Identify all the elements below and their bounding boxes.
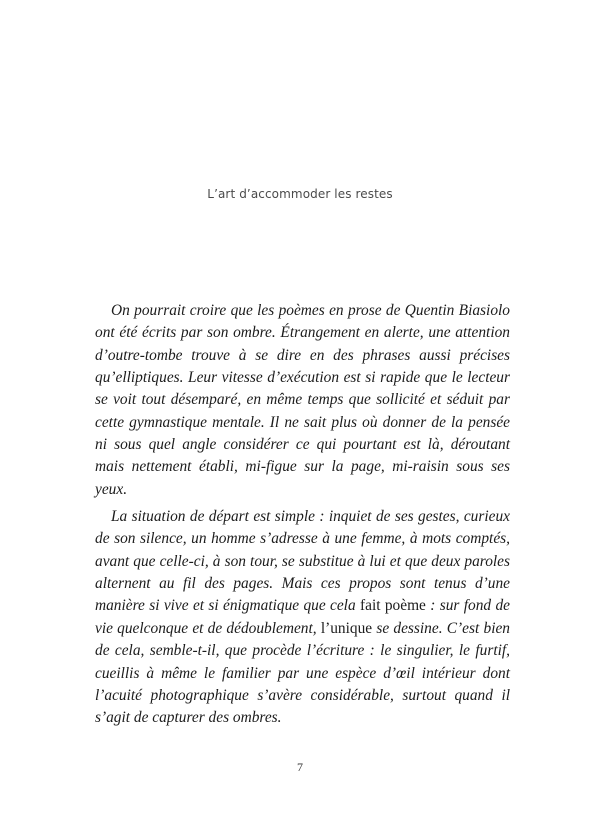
page-number: 7 (297, 760, 303, 774)
paragraph-2 (95, 506, 510, 729)
paragraph-1: On pourrait croire que les poèmes en prose de Quentin Biasiolo ont été écrits par son ombre. Étrangement en alerte, une attention d’outre-tombe trouve à se dire en des phrases aussi précises qu’elliptiques. Leur vitesse d’exécution est si rapide que le lecteur se voit tout désemparé, en même temps que sollicité et séduit par cette gymnastique mentale. Il ne sait plus où donner de la pensée ni sous quel angle considérer ce qui pourtant est là, déroutant mais nettement établi, mi-figue sur la page, mi-raisin sous ses yeux. (95, 302, 510, 498)
page-title: L’art d’accommoder les restes (207, 187, 393, 201)
paragraph-2-part-1: La situation de départ est simple : inquiet de ses gestes, curieux de son silence, un homme s’adresse à une femme, à mots comptés, avant que celle-ci, à son tour, se substitue à lui et que deux paroles alternent au fil des pages. Mais ces propos sont tenus d’une manière si vive et si énigmatique que cela (95, 508, 510, 615)
emphasis-l-unique: l’unique (320, 619, 373, 637)
paragraph-2-part-3: se dessine. C’est bien de cela, semble-t-il, que procède l’écriture : le singulier, le furtif, cueillis à même le familier par une espèce d’œil intérieur dont l’acuité photographique s’avère considérable, surtout quand il s’agit de capturer des ombres. (95, 619, 510, 727)
emphasis-fait-poeme: fait poème (360, 597, 426, 615)
body-text (95, 300, 510, 730)
paragraph-2-part-2: : sur fond de vie quelconque et de dédoublement, (95, 597, 510, 637)
